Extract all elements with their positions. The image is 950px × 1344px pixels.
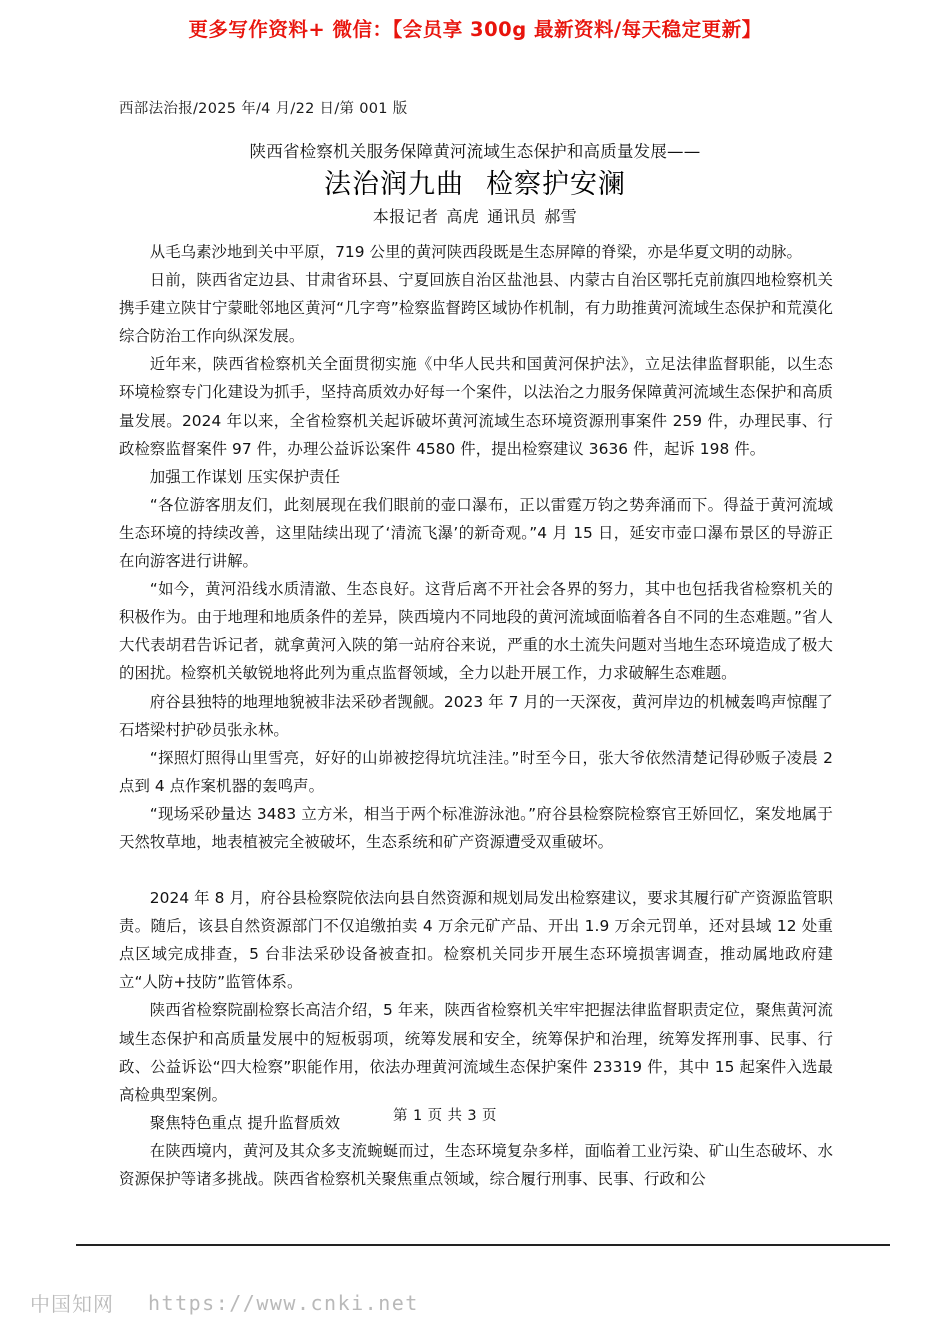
byline	[0, 205, 950, 229]
watermark-brand-label: 中国知网	[30, 1292, 114, 1316]
article-paragraph: “现场采砂量达 3483 立方米，相当于两个标准游泳池。”府谷县检察院检察官王娇回忆，案发地属于天然牧草地，地表植被完全被破坏，生态系统和矿产资源遭受双重破坏。	[119, 804, 833, 851]
byline-role: 通讯员	[487, 207, 537, 227]
watermark-url-label: https://www.cnki.net	[148, 1290, 419, 1315]
article-paragraph: 日前，陕西省定边县、甘肃省环县、宁夏回族自治区盐池县、内蒙古自治区鄂托克前旗四地检察机关携手建立陕甘宁蒙毗邻地区黄河“几字弯”检察监督跨区域协作机制，有力助推黄河流域生态保护和荒漠化综合防治工作向纵深发展。	[119, 271, 833, 346]
article-paragraph: “如今，黄河沿线水质清澈、生态良好。这背后离不开社会各界的努力，其中也包括我省检察机关的积极作为。由于地理和地质条件的差异，陕西境内不同地段的黄河流域面临着各自不同的生态难题。”省人大代表胡君告诉记者，就拿黄河入陕的第一站府谷来说，严重的水土流失问题对当地生态环境造成了极大的困扰。检察机关敏锐地将此列为重点监督领域，全力以赴开展工作，力求破解生态难题。	[119, 580, 833, 683]
page-number-indicator: 第 1 页 共 3 页	[393, 1108, 497, 1124]
byline-correspondent: 郝雪	[544, 207, 578, 227]
main-title-part2: 检察护安澜	[486, 168, 626, 200]
publication-source-line: 西部法治报/2025 年/4 月/22 日/第 001 版	[119, 101, 408, 117]
article-paragraph: 在陕西境内，黄河及其众多支流蜿蜒而过，生态环境复杂多样，面临着工业污染、矿山生态破坏、水资源保护等诸多挑战。陕西省检察机关聚焦重点领域，综合履行刑事、民事、行政和公	[119, 1141, 833, 1188]
article-subheading: 聚焦特色重点 提升监督质效	[149, 1113, 341, 1132]
article-subheading: 加强工作谋划 压实保护责任	[149, 467, 341, 486]
article-paragraph: 陕西省检察院副检察长高洁介绍，5 年来，陕西省检察机关牢牢把握法律监督职责定位，聚焦黄河流域生态保护和高质量发展中的短板弱项，统筹发展和安全，统筹保护和治理，统筹发挥刑事、民事、行政、公益诉讼“四大检察”职能作用，依法办理黄河流域生态保护案件 23319 件，其中 15 起案件入选最高检典型案例。	[119, 1001, 833, 1104]
article-paragraph: 府谷县独特的地理地貌被非法采砂者觊觎。2023 年 7 月的一天深夜，黄河岸边的机械轰鸣声惊醒了石塔梁村护砂员张永林。	[119, 692, 833, 739]
cnki-watermark	[30, 1288, 419, 1317]
article-paragraph: 从毛乌素沙地到关中平原，719 公里的黄河陕西段既是生态屏障的脊梁，亦是华夏文明的动脉。	[149, 243, 802, 261]
headline-block	[0, 140, 950, 229]
page-title	[0, 166, 950, 204]
article-paragraph: 2024 年 8 月，府谷县检察院依法向县自然资源和规划局发出检察建议，要求其履行矿产资源监管职责。随后，该县自然资源部门不仅追缴拍卖 4 万余元矿产品、开出 1.9 万余元罚单，还对县域 12 处重点区域完成排查，5 台非法采砂设备被查扣。检察机关同步开展生态环境损害调查，推动属地政府建立“人防+技防”监管体系。	[119, 889, 833, 992]
article-paragraph: “各位游客朋友们，此刻展现在我们眼前的壶口瀑布，正以雷霆万钧之势奔涌而下。得益于黄河流域生态环境的持续改善，这里陆续出现了‘清流飞瀑’的新奇观。”4 月 15 日，延安市壶口瀑布景区的导游正在向游客进行讲解。	[119, 495, 833, 571]
shoulder-title: 陕西省检察机关服务保障黄河流域生态保护和高质量发展——	[249, 142, 701, 161]
main-title-part1: 法治润九曲	[324, 168, 464, 200]
article-paragraph: 近年来，陕西省检察机关全面贯彻实施《中华人民共和国黄河保护法》，立足法律监督职能，以生态环境检察专门化建设为抓手，坚持高质效办好每一个案件，以法治之力服务保障黄河流域生态保护和高质量发展。2024 年以来，全省检察机关起诉破坏黄河流域生态环境资源刑事案件 259 件，办理民事、行政检察监督案件 97 件，办理公益诉讼案件 4580 件，提出检察建议 3636 件，起诉 198 件。	[119, 355, 833, 458]
article-body	[119, 238, 833, 1193]
byline-reporter: 高虎	[446, 207, 480, 227]
footer-divider	[76, 1244, 890, 1246]
article-paragraph: “探照灯照得山里雪亮，好好的山峁被挖得坑坑洼洼。”时至今日，张大爷依然清楚记得砂贩子凌晨 2 点到 4 点作案机器的轰鸣声。	[119, 748, 833, 795]
promo-banner: 更多写作资料+ 微信：【会员享 300g 最新资料/每天稳定更新】	[188, 18, 762, 41]
byline-prefix: 本报记者	[372, 207, 439, 227]
